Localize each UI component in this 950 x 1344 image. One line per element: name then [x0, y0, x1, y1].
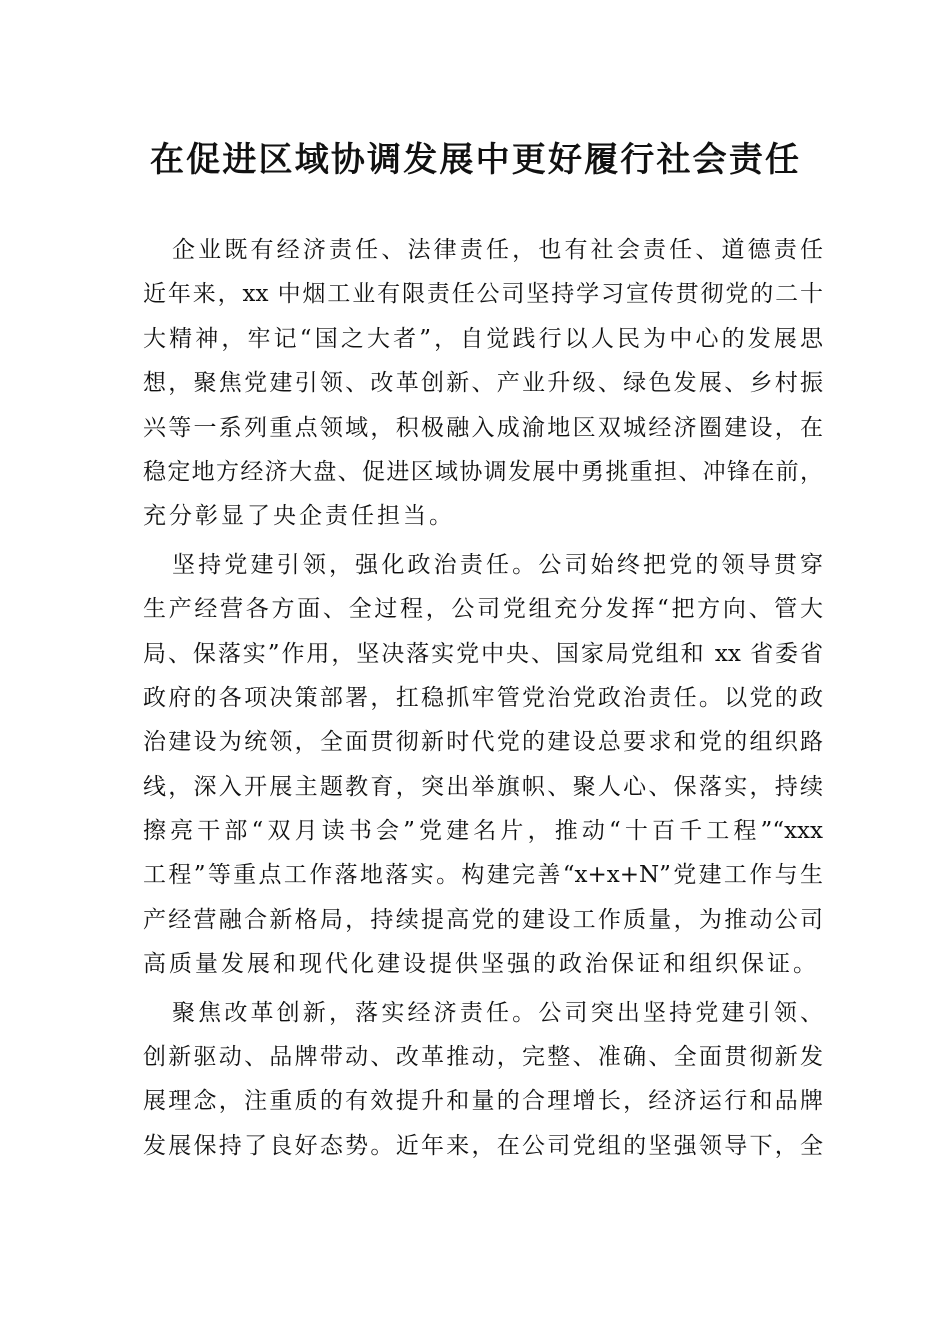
document-title: 在促进区域协调发展中更好履行社会责任	[150, 140, 800, 180]
text-line: 企业既有经济责任、法律责任，也有社会责任、道德责任	[172, 237, 823, 263]
text-line: 稳定地方经济大盘、促进区域协调发展中勇挑重担、冲锋在前，	[143, 458, 823, 485]
text-line: 擦亮干部“双月读书会”党建名片，推动“十百千工程”“xxx	[143, 818, 823, 845]
text-line: 展理念，注重质的有效提升和量的合理增长，经济运行和品牌	[143, 1088, 823, 1115]
paragraph	[143, 991, 823, 1169]
document-body	[143, 228, 823, 1172]
text-line: 坚持党建引领，强化政治责任。公司始终把党的领导贯穿	[172, 551, 823, 578]
text-line: 生产经营各方面、全过程，公司党组充分发挥“把方向、管大	[143, 596, 823, 623]
text-line: 想，聚焦党建引领、改革创新、产业升级、绿色发展、乡村振	[143, 370, 823, 397]
text-line: 治建设为统领，全面贯彻新时代党的建设总要求和党的组织路	[143, 729, 823, 756]
paragraph	[143, 543, 823, 987]
text-line: 产经营融合新格局，持续提高党的建设工作质量，为推动公司	[143, 906, 823, 933]
text-line: 充分彰显了央企责任担当。	[143, 503, 455, 530]
text-line: 兴等一系列重点领域，积极融入成渝地区双城经济圈建设，在	[143, 414, 823, 441]
text-line: 创新驱动、品牌带动、改革推动，完整、准确、全面贯彻新发	[143, 1044, 823, 1071]
paragraph	[143, 228, 823, 539]
text-line: 局、保落实”作用，坚决落实党中央、国家局党组和 xx 省委省	[143, 640, 823, 667]
text-line: 工程”等重点工作落地落实。构建完善“x+x+N”党建工作与生	[143, 862, 823, 889]
text-line: 发展保持了良好态势。近年来，在公司党组的坚强领导下，全	[143, 1132, 823, 1159]
text-line: 高质量发展和现代化建设提供坚强的政治保证和组织保证。	[143, 951, 819, 978]
text-line: 政府的各项决策部署，扛稳抓牢管党治党政治责任。以党的政	[143, 684, 823, 711]
text-line: 线，深入开展主题教育，突出举旗帜、聚人心、保落实，持续	[143, 773, 823, 800]
text-line: 近年来，xx 中烟工业有限责任公司坚持学习宣传贯彻党的二十	[143, 281, 823, 308]
text-line: 大精神，牢记“国之大者”，自觉践行以人民为中心的发展思	[143, 325, 823, 352]
text-line: 聚焦改革创新，落实经济责任。公司突出坚持党建引领、	[172, 999, 823, 1026]
